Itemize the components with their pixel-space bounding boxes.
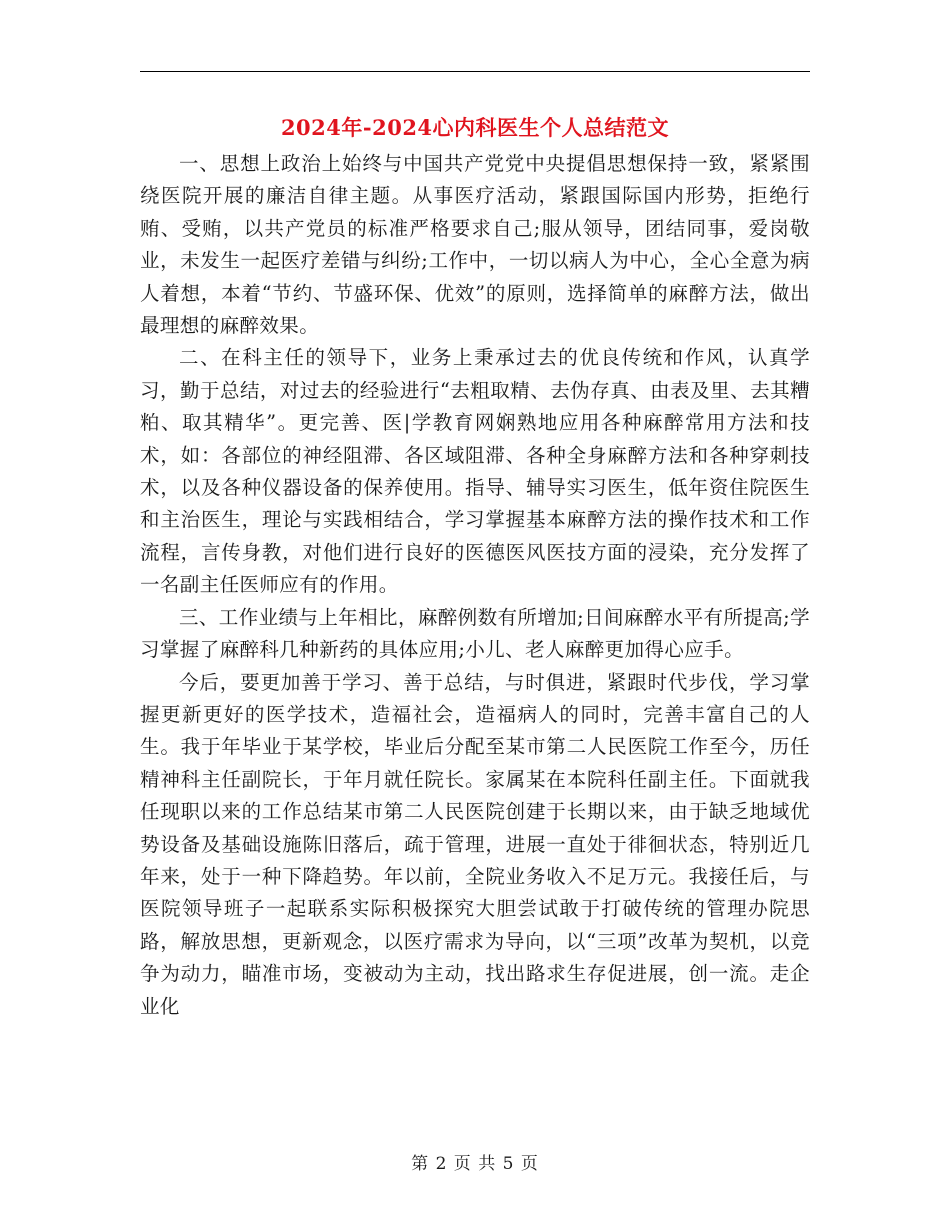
page-number-footer: 第 2 页 共 5 页 <box>411 1154 539 1174</box>
document-title: 2024年-2024心内科医生个人总结范文 <box>280 115 670 140</box>
paragraph-1: 一、思想上政治上始终与中国共产党党中央提倡思想保持一致，紧紧围绕医院开展的廉洁自律主题。从事医疗活动，紧跟国际国内形势，拒绝行贿、受贿，以共产党员的标准严格要求自己;服从领导，团结同事，爱岗敬业，未发生一起医疗差错与纠纷;工作中，一切以病人为中心，全心全意为病人着想，本着“节约、节盛环保、优效”的原则，选择简单的麻醉方法，做出最理想的麻醉效果。 <box>140 152 810 338</box>
paragraph-3: 三、工作业绩与上年相比，麻醉例数有所增加;日间麻醉水平有所提高;学习掌握了麻醉科几种新药的具体应用;小儿、老人麻醉更加得心应手。 <box>140 605 810 662</box>
document-body <box>140 148 810 1023</box>
header-rule <box>140 71 810 72</box>
paragraph-2: 二、在科主任的领导下，业务上秉承过去的优良传统和作风，认真学习，勤于总结，对过去的经验进行“去粗取精、去伪存真、由表及里、去其糟粕、取其精华”。更完善、医|学教育网娴熟地应用各种麻醉常用方法和技术，如：各部位的神经阻滞、各区域阻滞、各种全身麻醉方法和各种穿刺技术，以及各种仪器设备的保养使用。指导、辅导实习医生，低年资住院医生和主治医生，理论与实践相结合，学习掌握基本麻醉方法的操作技术和工作流程，言传身教，对他们进行良好的医德医风医技方面的浸染，充分发挥了一名副主任医师应有的作用。 <box>140 346 810 597</box>
paragraph-4: 今后，要更加善于学习、善于总结，与时俱进，紧跟时代步伐，学习掌握更新更好的医学技术，造福社会，造福病人的同时，完善丰富自己的人生。我于年毕业于某学校，毕业后分配至某市第二人民医院工作至今，历任精神科主任副院长，于年月就任院长。家属某在本院科任副主任。下面就我任现职以来的工作总结某市第二人民医院创建于长期以来，由于缺乏地域优势设备及基础设施陈旧落后，疏于管理，进展一直处于徘徊状态，特别近几年来，处于一种下降趋势。年以前，全院业务收入不足万元。我接任后，与医院领导班子一起联系实际积极探究大胆尝试敢于打破传统的管理办院思路，解放思想，更新观念，以医疗需求为导向，以“三项”改革为契机，以竞争为动力，瞄准市场，变被动为主动，找出路求生存促进展，创一流。走企业化 <box>140 670 810 1018</box>
